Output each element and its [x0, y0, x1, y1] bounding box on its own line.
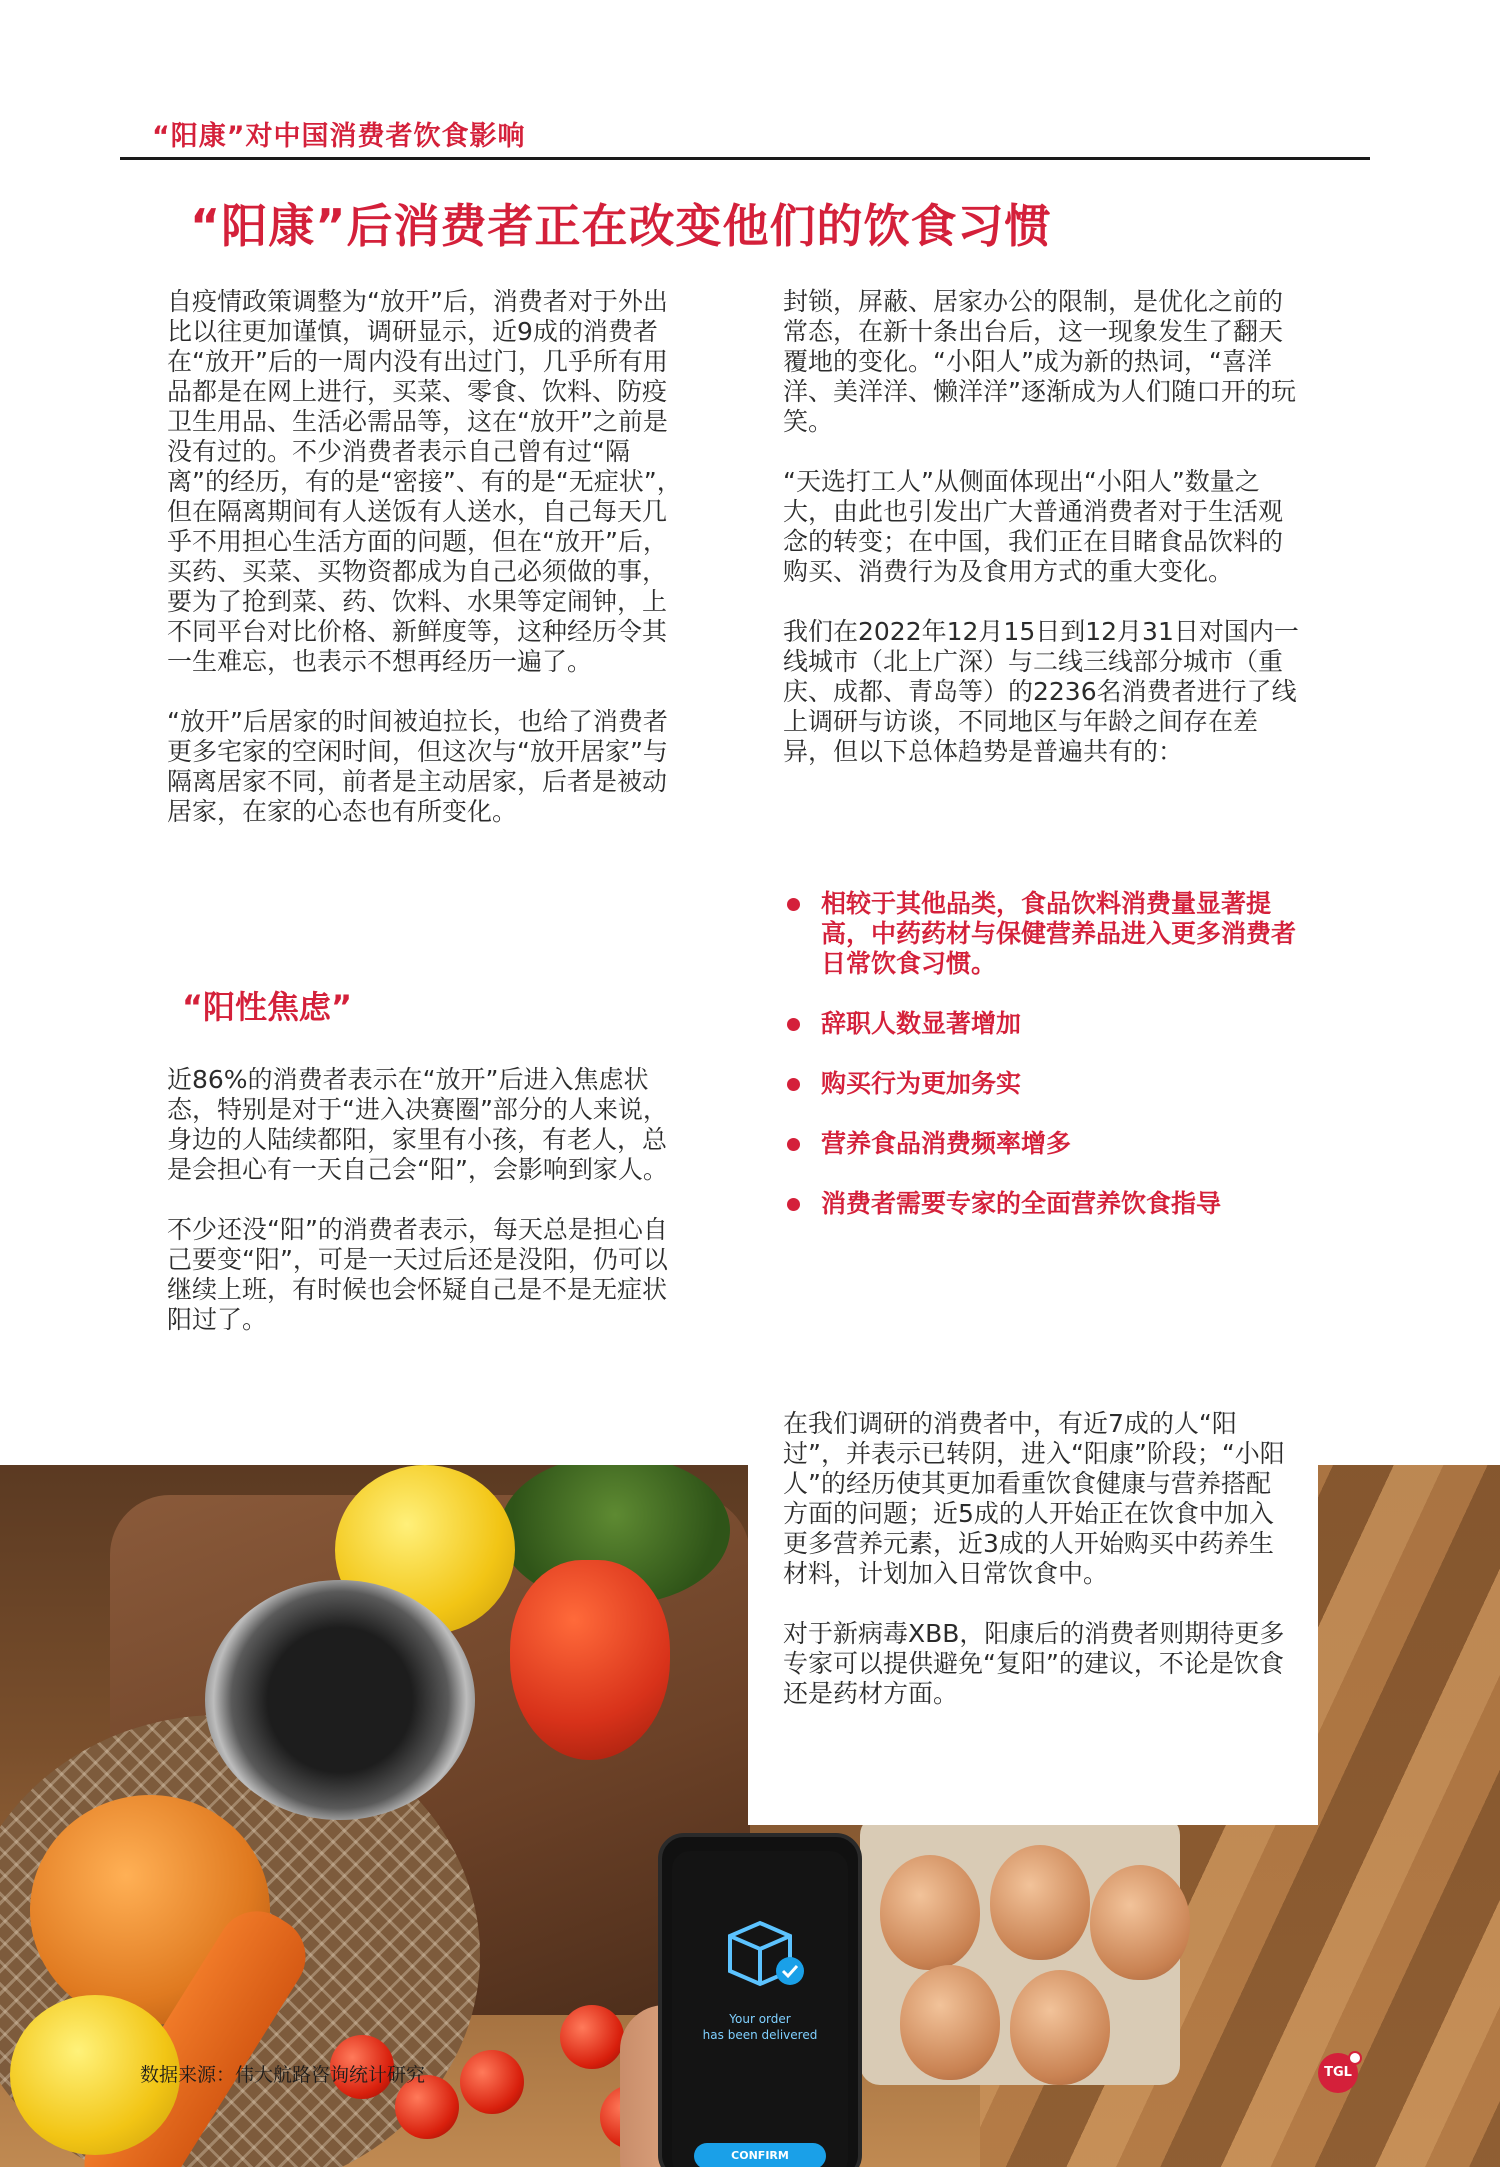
- paragraph: 对于新病毒XBB，阳康后的消费者则期待更多专家可以提供避免“复阳”的建议，不论是饮食还是药材方面。: [783, 1619, 1285, 1708]
- confirm-button[interactable]: CONFIRM: [694, 2143, 826, 2167]
- logo-dot-icon: [1348, 2051, 1362, 2065]
- trend-list: [783, 889, 1303, 1249]
- list-item: 辞职人数显著增加: [783, 1009, 1303, 1039]
- paragraph: 封锁，屏蔽、居家办公的限制，是优化之前的常态，在新十条出台后，这一现象发生了翻天覆地的变化。“小阳人”成为新的热词，“喜洋洋、美洋洋、懒洋洋”逐渐成为人们随口开的玩笑。: [783, 287, 1296, 436]
- egg: [1010, 1970, 1110, 2085]
- phone-screen: [672, 1851, 848, 2167]
- smartphone: [658, 1833, 862, 2167]
- list-item: 相较于其他品类，食品饮料消费量显著提高，中药药材与保健营养品进入更多消费者日常饮食习惯。: [783, 889, 1303, 979]
- tomato: [560, 2005, 624, 2069]
- egg: [1090, 1865, 1190, 1980]
- order-status-text: Your order has been delivered: [702, 2012, 818, 2042]
- data-source-note: 数据来源：伟大航路咨询统计研究: [140, 2064, 426, 2086]
- list-item: 消费者需要专家的全面营养饮食指导: [783, 1189, 1303, 1219]
- text-panel: [748, 1305, 1318, 1825]
- paragraph: 不少还没“阳”的消费者表示，每天总是担心自己要变“阳”，可是一天过后还是没阳，仍可以继续上班，有时候也会怀疑自己是不是无症状阳过了。: [167, 1215, 668, 1334]
- glass-jar: [205, 1580, 475, 1820]
- page-title: “阳康”后消费者正在改变他们的饮食习惯: [190, 199, 1052, 253]
- egg: [880, 1855, 980, 1970]
- running-title: “阳康”对中国消费者饮食影响: [152, 121, 526, 152]
- red-pepper: [510, 1560, 670, 1760]
- left-column: [167, 287, 687, 857]
- right-column: [783, 287, 1303, 797]
- logo-text: TGL: [1324, 2065, 1352, 2080]
- tgl-logo: [1318, 2053, 1358, 2093]
- header-rule: [120, 157, 1370, 160]
- paragraph: 在我们调研的消费者中，有近7成的人“阳过”，并表示已转阴，进入“阳康”阶段；“小阳人”的经历使其更加看重饮食健康与营养搭配方面的问题；近5成的人开始正在饮食中加入更多营养元素，近3成的人开始购买中药养生材料，计划加入日常饮食中。: [783, 1409, 1285, 1588]
- paragraph: 近86%的消费者表示在“放开”后进入焦虑状态，特别是对于“进入决赛圈”部分的人来说，身边的人陆续都阳，家里有小孩，有老人，总是会担心有一天自己会“阳”，会影响到家人。: [167, 1065, 668, 1184]
- tomato: [460, 2050, 524, 2114]
- panel-text: [783, 1409, 1293, 1739]
- list-item: 购买行为更加务实: [783, 1069, 1303, 1099]
- left-column-lower: [167, 1065, 687, 1365]
- egg: [900, 1965, 1000, 2080]
- paragraph: “放开”后居家的时间被迫拉长，也给了消费者更多宅家的空闲时间，但这次与“放开居家”与隔离居家不同，前者是主动居家，后者是被动居家，在家的心态也有所变化。: [167, 707, 668, 826]
- list-item: 营养食品消费频率增多: [783, 1129, 1303, 1159]
- section-heading-anxiety: “阳性焦虑”: [182, 988, 353, 1026]
- paragraph: 我们在2022年12月15日到12月31日对国内一线城市（北上广深）与二线三线部分城市（重庆、成都、青岛等）的2236名消费者进行了线上调研与访谈，不同地区与年龄之间存在差异，但以下总体趋势是普遍共有的：: [783, 617, 1299, 766]
- egg: [990, 1845, 1090, 1960]
- paragraph: “天选打工人”从侧面体现出“小阳人”数量之大，由此也引发出广大普通消费者对于生活观念的转变；在中国，我们正在目睹食品饮料的购买、消费行为及食用方式的重大变化。: [783, 467, 1284, 586]
- paragraph: 自疫情政策调整为“放开”后，消费者对于外出比以往更加谨慎，调研显示，近9成的消费者在“放开”后的一周内没有出过门，几乎所有用品都是在网上进行，买菜、零食、饮料、防疫卫生用品、生活必需品等，这在“放开”之前是没有过的。不少消费者表示自己曾有过“隔离”的经历，有的是“密接”、有的是“无症状”，但在隔离期间有人送饭有人送水，自己每天几乎不用担心生活方面的问题，但在“放开”后，买药、买菜、买物资都成为自己必须做的事，要为了抢到菜、药、饮料、水果等定闹钟，上不同平台对比价格、新鲜度等，这种经历令其一生难忘，也表示不想再经历一遍了。: [167, 287, 682, 676]
- delivered-package-icon: [720, 1911, 810, 1991]
